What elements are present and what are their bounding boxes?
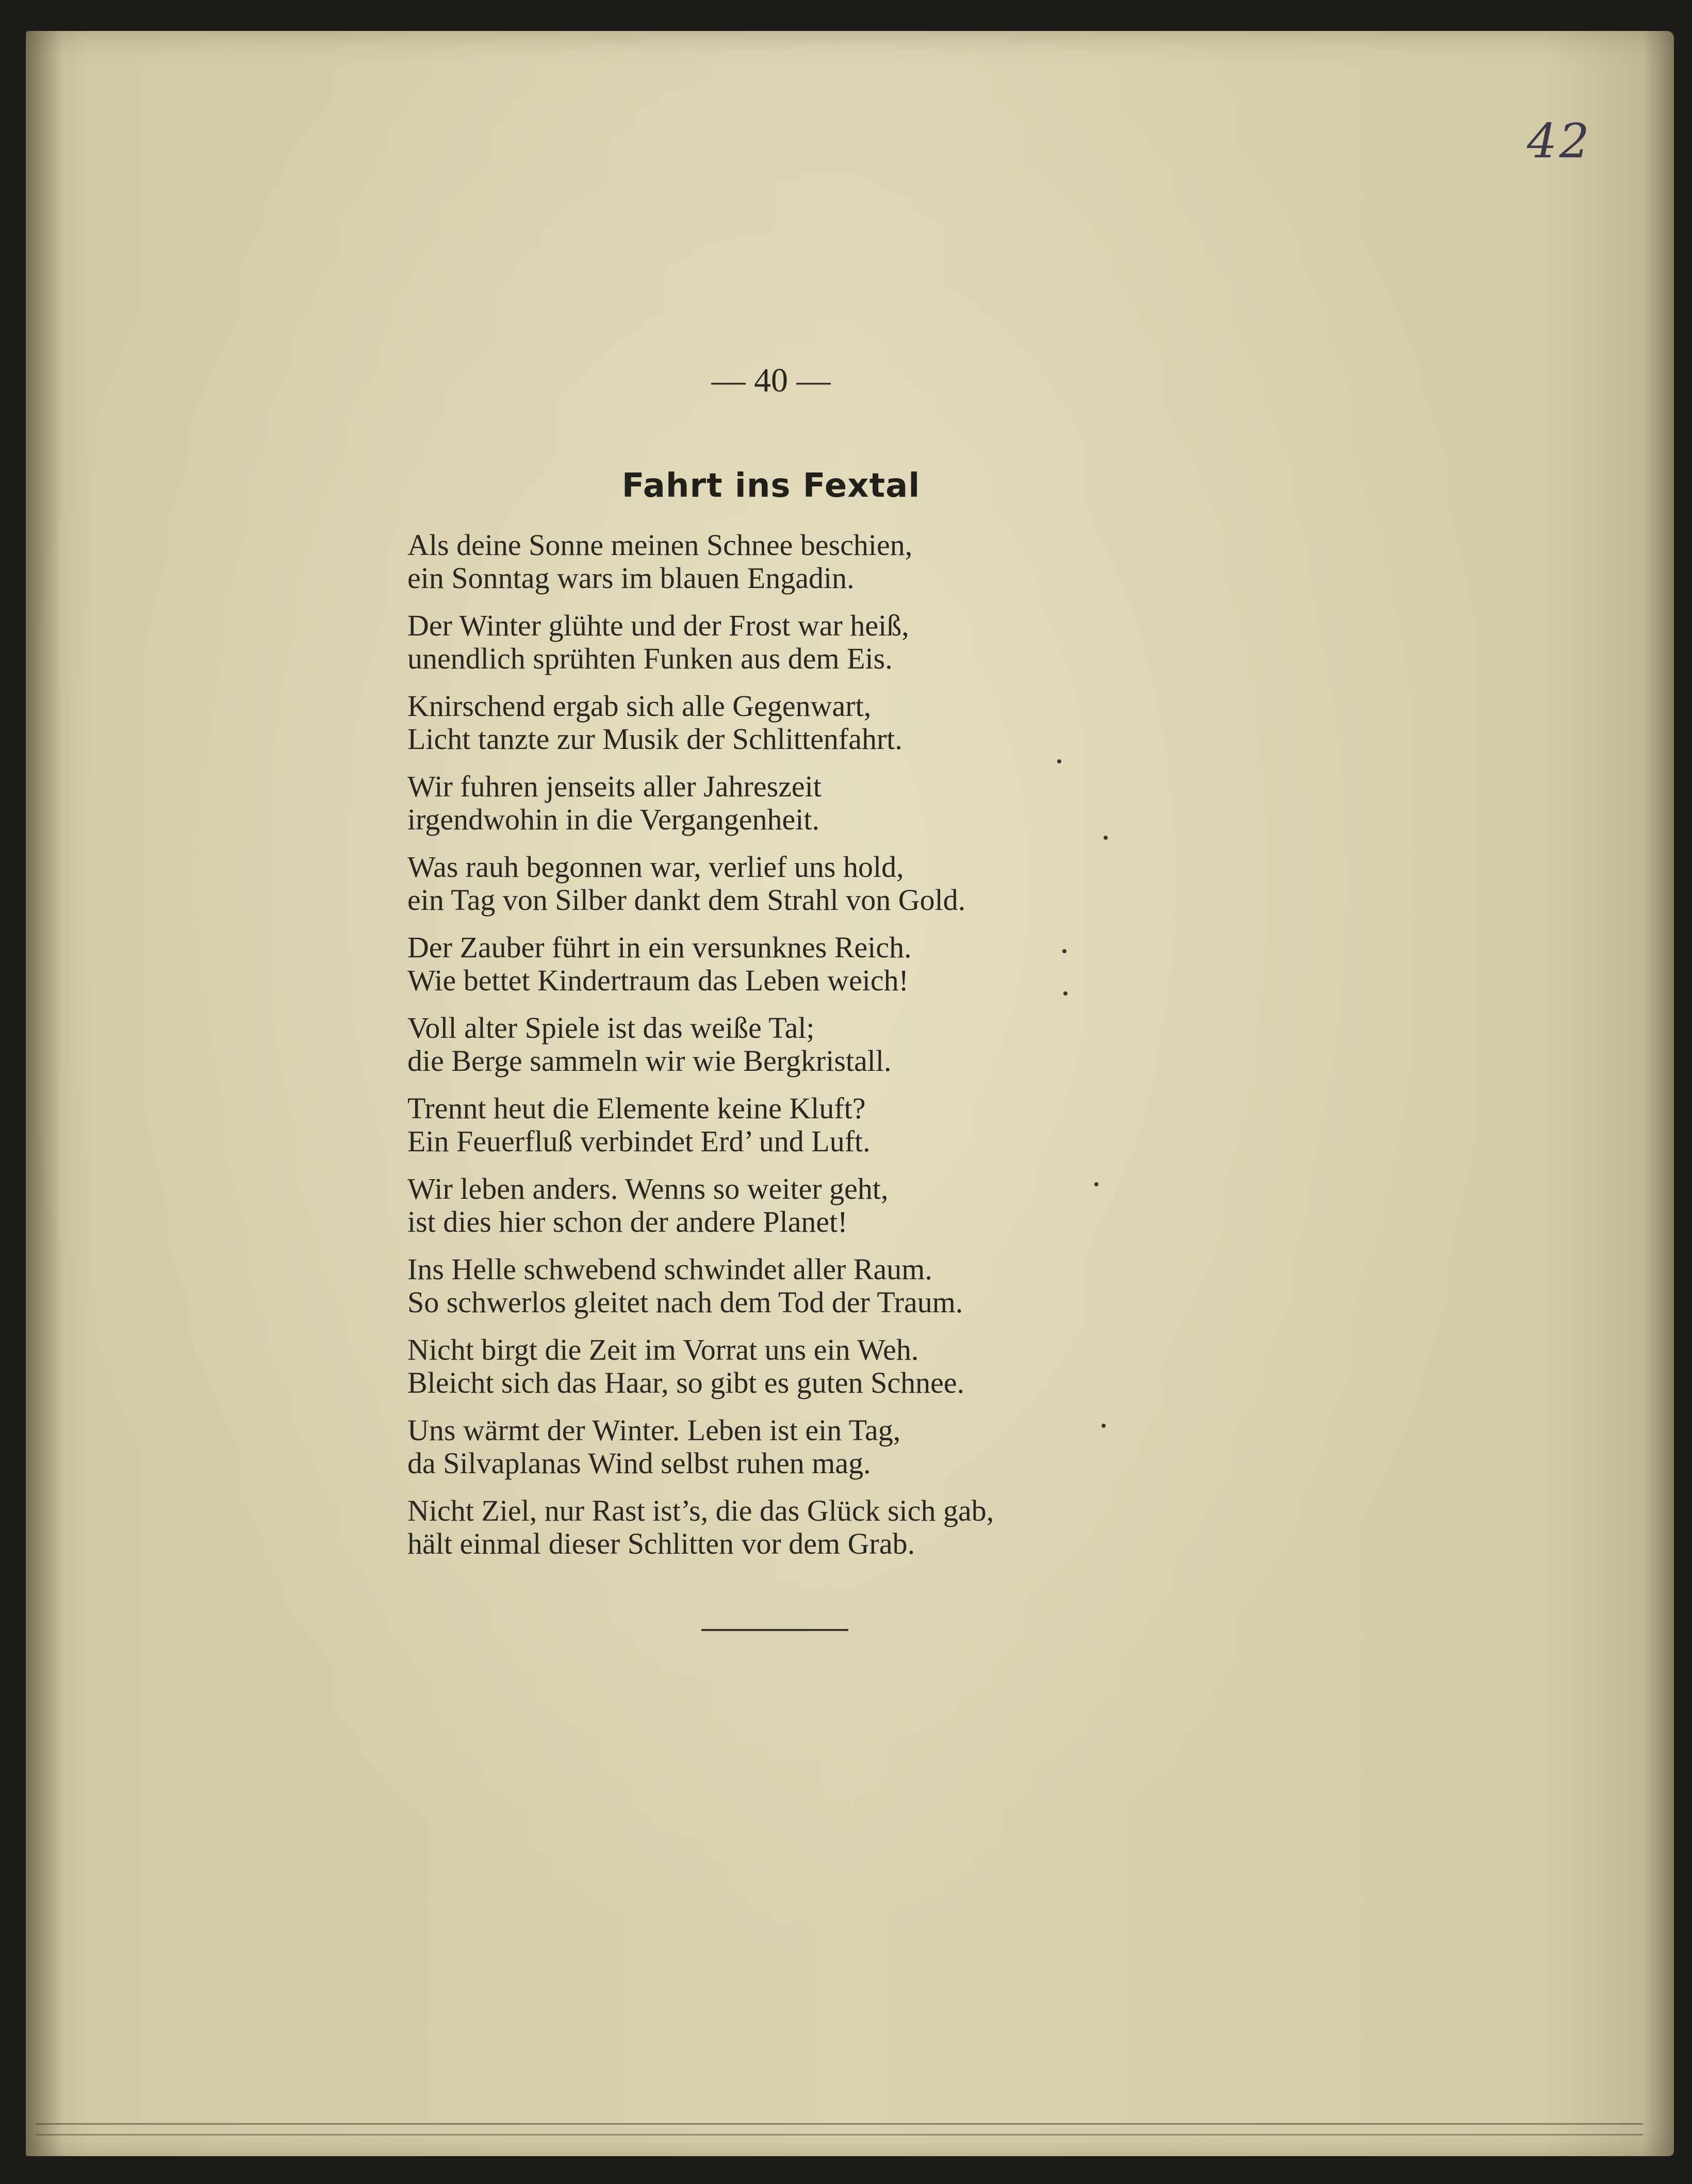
- margin-mark: [1104, 836, 1108, 840]
- poem-line: Trennt heut die Elemente keine Kluft?: [407, 1091, 866, 1125]
- page-edge-shadow: [1643, 31, 1674, 2156]
- poem-title: Fahrt ins Fextal: [621, 467, 921, 505]
- stanza: [407, 931, 1181, 997]
- margin-mark: [1094, 1182, 1098, 1186]
- stanza: [407, 1333, 1181, 1399]
- stanza: [407, 1092, 1181, 1158]
- poem-line: irgendwohin in die Vergangenheit.: [407, 803, 819, 836]
- book-page: [26, 31, 1674, 2156]
- poem-line: ein Sonntag wars im blauen Engadin.: [407, 561, 855, 595]
- stanza: [407, 1012, 1181, 1078]
- margin-mark: [1057, 759, 1061, 763]
- spine-shadow: [26, 31, 62, 2156]
- poem-line: Uns wärmt der Winter. Leben ist ein Tag,: [407, 1413, 901, 1447]
- poem-line: Knirschend ergab sich alle Gegenwart,: [407, 689, 872, 723]
- margin-mark: [1063, 991, 1067, 996]
- poem-line: So schwerlos gleitet nach dem Tod der Traum.: [407, 1285, 963, 1319]
- poem-line: Wir fuhren jenseits aller Jahreszeit: [407, 770, 822, 803]
- margin-mark: [1062, 949, 1066, 953]
- poem-line: Wir leben anders. Wenns so weiter geht,: [407, 1172, 889, 1205]
- margin-mark: [1102, 1424, 1106, 1428]
- poem-line: Bleicht sich das Haar, so gibt es guten Schnee.: [407, 1366, 965, 1399]
- poem-line: ein Tag von Silber dankt dem Strahl von Gold.: [407, 883, 966, 917]
- poem-line: Licht tanzte zur Musik der Schlittenfahrt.: [407, 722, 902, 756]
- stanza: [407, 1172, 1181, 1238]
- poem-line: Nicht birgt die Zeit im Vorrat uns ein Weh.: [407, 1333, 919, 1366]
- stanza: [407, 690, 1181, 756]
- poem-line: hält einmal dieser Schlitten vor dem Grab.: [407, 1527, 915, 1560]
- poem-line: ist dies hier schon der andere Planet!: [407, 1205, 848, 1238]
- poem-line: Voll alter Spiele ist das weiße Tal;: [407, 1011, 815, 1045]
- poem-line: Der Zauber führt in ein versunknes Reich.: [407, 931, 912, 964]
- poem-line: da Silvaplanas Wind selbst ruhen mag.: [407, 1446, 871, 1480]
- poem-line: Als deine Sonne meinen Schnee beschien,: [407, 528, 913, 562]
- stanza: [407, 851, 1181, 917]
- stanza: [407, 529, 1181, 595]
- stanza: [407, 1253, 1181, 1319]
- poem-line: die Berge sammeln wir wie Bergkristall.: [407, 1044, 892, 1078]
- stanza: [407, 609, 1181, 675]
- handwritten-folio-number: 42: [1526, 113, 1591, 169]
- poem-line: Der Winter glühte und der Frost war heiß,: [407, 609, 909, 642]
- stanza: [407, 1414, 1181, 1480]
- poem-line: Ins Helle schwebend schwindet aller Raum.: [407, 1252, 932, 1286]
- poem-line: Nicht Ziel, nur Rast ist’s, die das Glück sich gab,: [407, 1494, 994, 1527]
- poem-body: [407, 529, 1181, 1575]
- page-number: — 40 —: [711, 362, 831, 399]
- closing-rule: [701, 1629, 848, 1631]
- poem-line: Ein Feuerfluß verbindet Erd’ und Luft.: [407, 1124, 870, 1158]
- poem-line: unendlich sprühten Funken aus dem Eis.: [407, 642, 893, 675]
- stanza: [407, 770, 1181, 836]
- stanza: [407, 1494, 1181, 1560]
- poem-line: Wie bettet Kindertraum das Leben weich!: [407, 964, 909, 997]
- poem-line: Was rauh begonnen war, verlief uns hold,: [407, 850, 904, 884]
- page-bottom-edge: [36, 2123, 1643, 2136]
